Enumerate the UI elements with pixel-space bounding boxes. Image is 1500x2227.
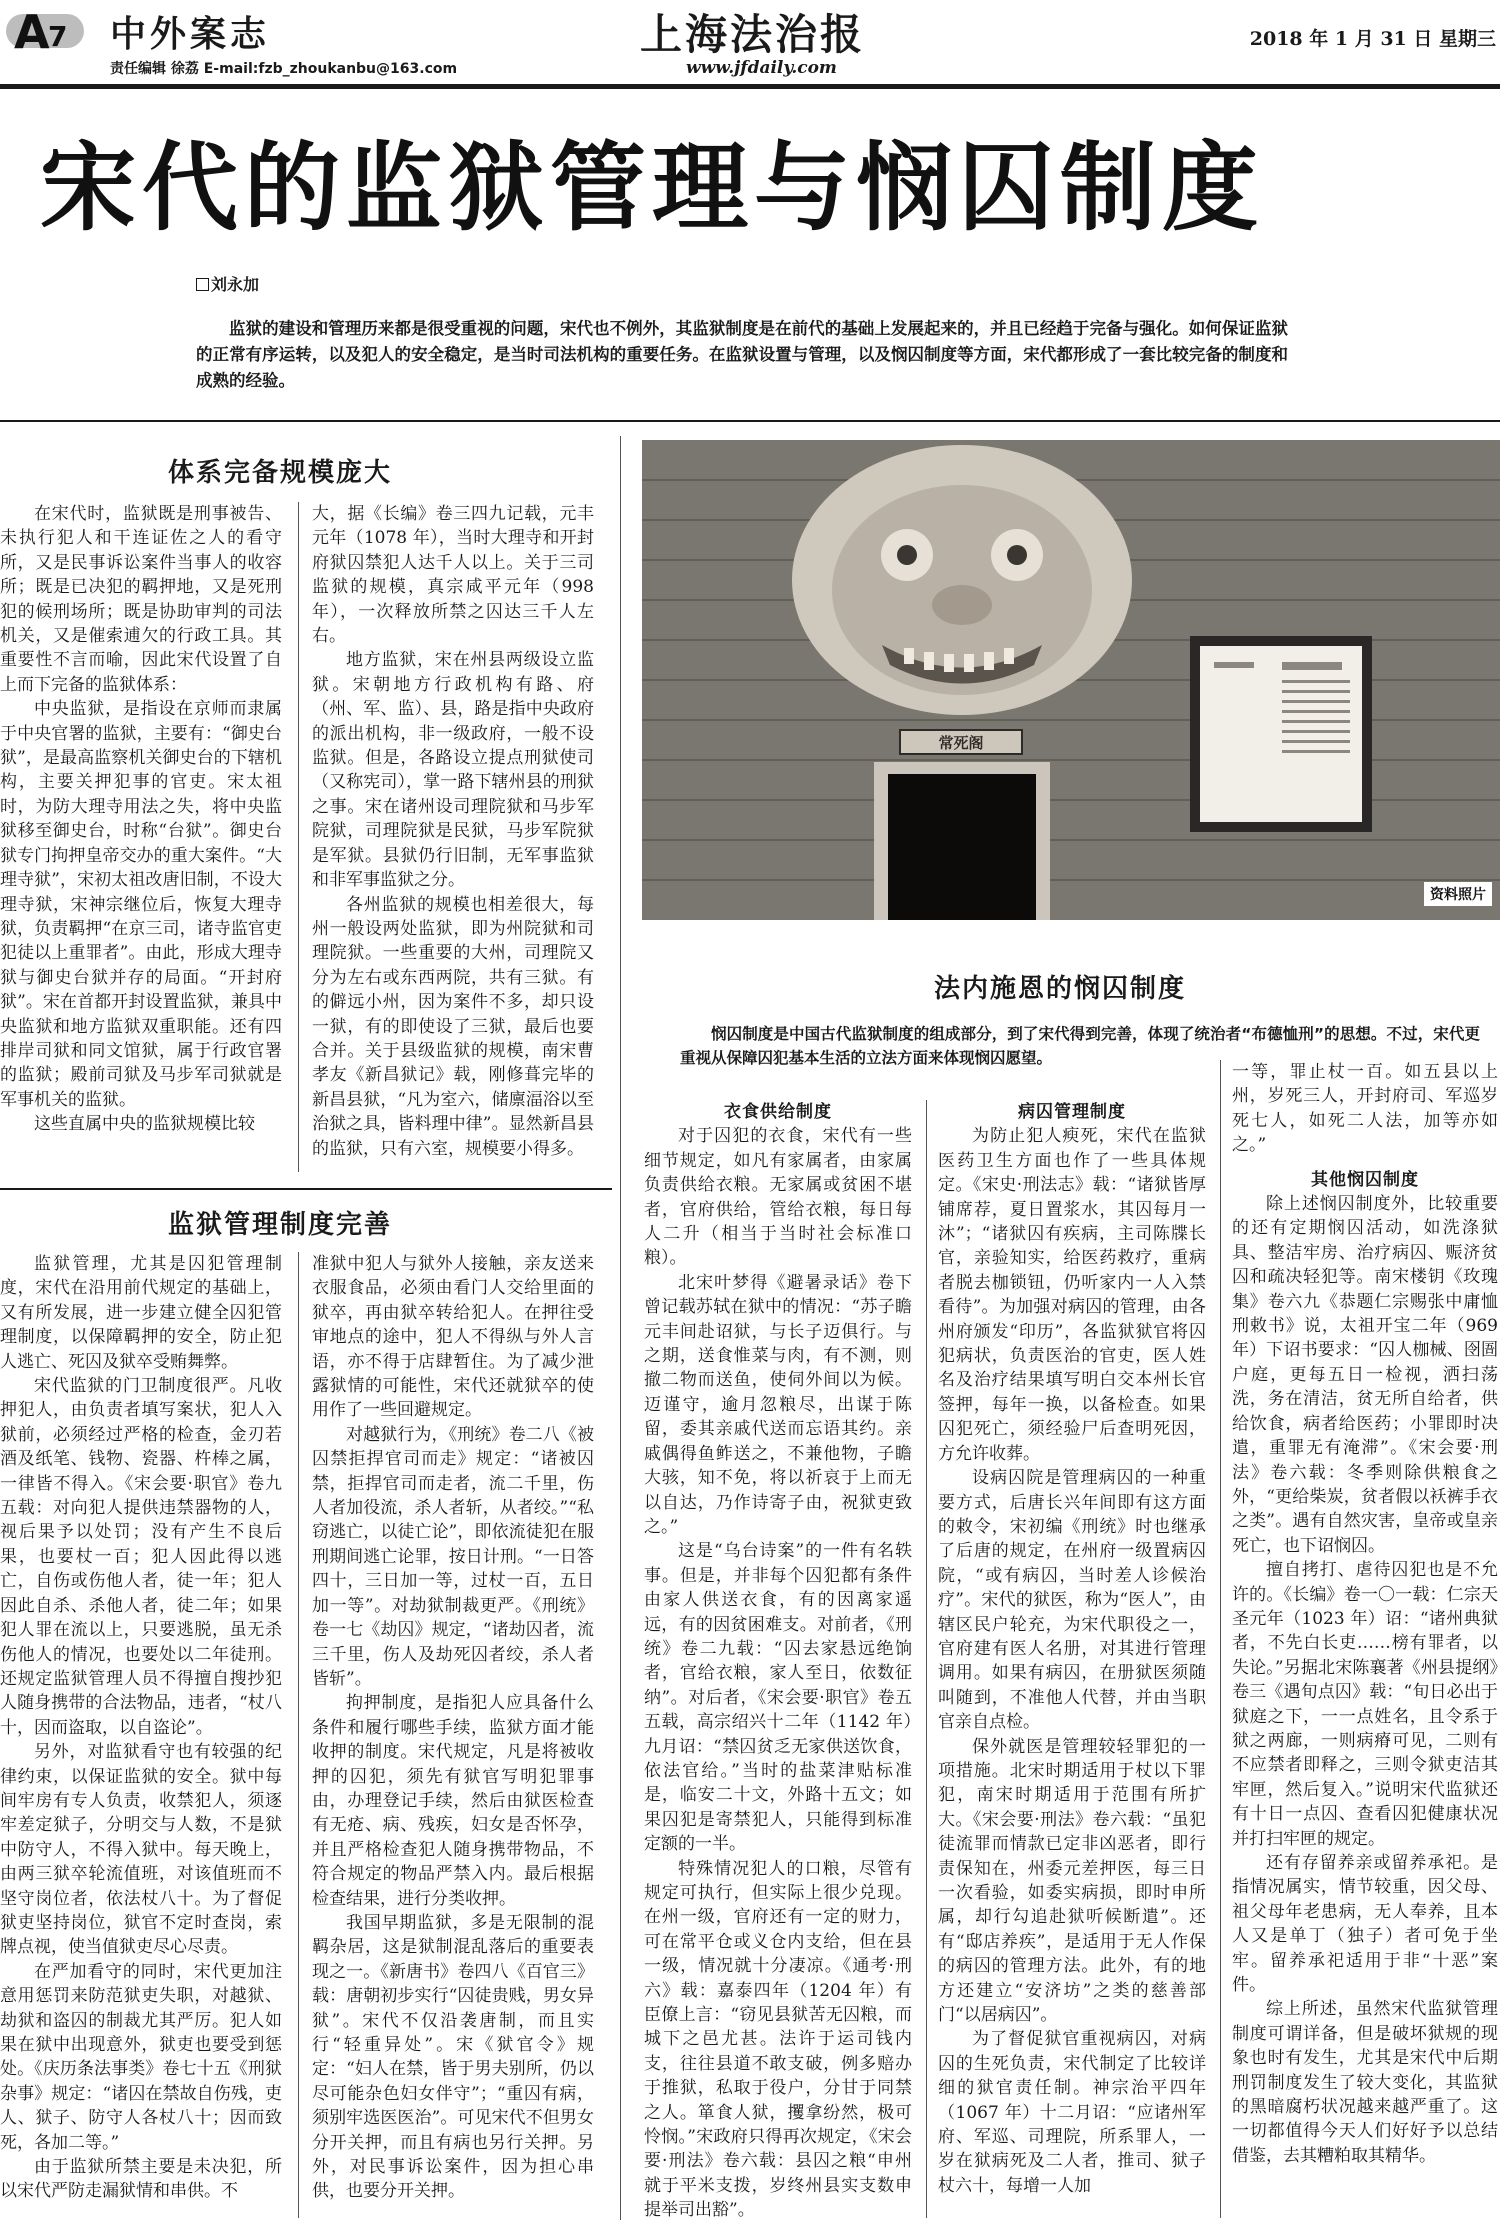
section2-col1 — [0, 1252, 282, 2220]
section3-col3-para: 除上述悯囚制度外，比较重要的还有定期悯囚活动，如洗涤狱具、整洁牢房、治疗病囚、赈济贫囚和疏决轻犯等。南宋楼钥《玫瑰集》卷六九《恭题仁宗赐张中庸恤刑敕书》说，太祖开宝二年（969 年）下诏书要求：“囚人枷械、囹圄户庭，更每五日一检视，洒扫荡洗，务在清洁，贫无所自给者，供给饮食，病者给医药；小罪即时决遣，重罪无有淹滞”。《宋会要·刑法》卷六载：冬季则除供粮食之外，“更给柴炭，贫者假以袄裤手衣之类”。遇有自然灾害，皇帝或皇亲死亡，也下诏悯囚。 — [1232, 1194, 1498, 1556]
page-badge — [6, 4, 84, 62]
section1-col2 — [312, 502, 594, 1184]
section3-col1-para: 北宋叶梦得《避暑录话》卷下曾记载苏轼在狱中的情况：“苏子瞻元丰间赴诏狱，与长子迈俱行。与之期，送食惟菜与肉，有不测，则撤二物而送鱼，使伺外间以为候。迈谨守，逾月忽粮尽，出谋于陈留，委其亲戚代送而忘语其约。亲戚偶得鱼鲊送之，不兼他物，子瞻大骇，知不免，将以祈哀于上而无以自达，乃作诗寄子由，祝狱吏致之。” — [644, 1272, 912, 1537]
section3-col2-para: 为了督促狱官重视病囚，对病囚的生死负责，宋代制定了比较详细的狱官责任制。神宗治平四年（1067 年）十二月诏：“应诸州军府、军巡、司理院，所系罪人，一岁在狱病死及二人者，推司、狱子杖六十，每增一人加 — [938, 2029, 1206, 2196]
headline: 宋代的监狱管理与悯囚制度 — [40, 132, 1264, 244]
section3-col1-para: 特殊情况犯人的口粮，尽管有规定可执行，但实际上很少兑现。在州一级，官府还有一定的财力，可在常平仓或义仓内支给，但在县一级，情况就十分凄凉。《通考·刑六》载：嘉泰四年（1204 年）有臣僚上言：“窃见县狱苦无囚粮，而城下之邑尤甚。法许于运司钱内支，往往县道不敢支破，例多赔办于推狱，私取于役户，分甘于同禁之人。箪食人狱，攫拿纷然，极可怜悯。”宋政府只得再次规定，《宋会要·刑法》卷六载：县囚之粮“申州就于平米支拨，岁终州县实支数申提举司出豁”。 — [644, 1858, 912, 2220]
section3-heading: 法内施恩的悯囚制度 — [934, 974, 1187, 1004]
column-divider — [926, 1100, 927, 2218]
section2-col2-para: 拘押制度，是指犯人应具备什么条件和履行哪些手续，监狱方面才能收押的制度。宋代规定，凡是将被收押的囚犯，须先有狱官写明犯罪事由，办理登记手续，然后由狱医检查有无疮、病、残疾，妇女是否怀孕，并且严格检查犯人随身携带物品，不符合规定的物品严禁入内。最后根据检查结果，进行分类收押。 — [312, 1693, 594, 1909]
section3-col2 — [938, 1100, 1206, 2220]
section-title: 中外案志 — [110, 14, 271, 55]
section3-col1-para: 对于囚犯的衣食，宋代有一些细节规定，如凡有家属者，由家属负责供给衣粮。无家属或贫困不堪者，官府供给，管给衣粮，每日每人二升（相当于当时社会标准口粮）。 — [644, 1126, 912, 1269]
door-plaque: 常死阁 — [938, 734, 984, 752]
paper-name: 上海法治报 — [640, 10, 866, 59]
section1-col1 — [0, 502, 282, 1184]
column-divider — [298, 502, 299, 1172]
section3-col3-para: 一等，罪止杖一百。如五县以上州，岁死三人，开封府司、军巡岁死七人，如死二人法，加等亦如之。” — [1232, 1062, 1498, 1156]
editor-line: 责任编辑 徐荔 E-mail:fzb_zhoukanbu@163.com — [110, 61, 458, 77]
section2-heading: 监狱管理制度完善 — [168, 1210, 393, 1240]
section1-heading: 体系完备规模庞大 — [168, 458, 393, 488]
section2-col1-para: 在严加看守的同时，宋代更加注意用惩罚来防范狱吏失职，对越狱、劫狱和盗囚的制裁尤其严厉。犯人如果在狱中出现意外，狱吏也要受到惩处。《庆历条法事类》卷七十五《刑狱杂事》规定：“诸囚在禁故自伤残，吏人、狱子、防守人各杖八十；因而致死，各加二等。” — [0, 1961, 282, 2153]
article-lead: 监狱的建设和管理历来都是很受重视的问题，宋代也不例外，其监狱制度是在前代的基础上发展起来的，并且已经趋于完备与强化。如何保证监狱的正常有序运转，以及犯人的安全稳定，是当时司法机构的重要任务。在监狱设置与管理，以及悯囚制度等方面，宋代都形成了一套比较完备的制度和成熟的经验。 — [196, 319, 1288, 390]
section3-col2-para: 设病囚院是管理病囚的一种重要方式，后唐长兴年间即有这方面的敕令，宋初编《刑统》时也继承了后唐的规定，在州府一级置病囚院，“或有病囚，当时差人诊候治疗”。宋代的狱医，称为“医人”，由辖区民户轮充，为宋代职役之一，官府建有医人名册，对其进行管理调用。如果有病囚，在册狱医须随叫随到，不准他人代替，并由当职官亲自点检。 — [938, 1468, 1206, 1733]
section3-col2-heading: 病囚管理制度 — [1018, 1102, 1126, 1122]
masthead-rule — [0, 84, 1500, 89]
section2-col2-para: 对越狱行为，《刑统》卷二八《被囚禁拒捍官司而走》规定：“诸被囚禁，拒捍官司而走者，流二千里，伤人者加役流，杀人者斩，从者绞。”“私窃逃亡，以徒亡论”，即依流徒犯在服刑期间逃亡论罪，按日计刑。“一日答四十，三日加一等，过杖一百，五日加一等”。对劫狱制裁更严。《刑统》卷一七《劫囚》规定，“诸劫囚者，流三千里，伤人及劫死囚者绞，杀人者皆斩”。 — [312, 1424, 594, 1689]
byline — [196, 272, 259, 295]
section1-col2-para: 各州监狱的规模也相差很大，每州一般设两处监狱，即为州院狱和司理院狱。一些重要的大州，司理院又分为左右或东西两院，共有三狱。有的僻远小州，因为案件不多，却只设一狱，有的即使设了三狱，最后也要合并。关于县级监狱的规模，南宋曹孝友《新昌狱记》载，刚修葺完毕的新昌县狱，“凡为室六，储廪湢浴以至治狱之具，皆料理中律”。显然新昌县的监狱，只有六室，规模要小得多。 — [312, 894, 594, 1159]
section3-col3-para: 还有存留养亲或留养承祀。是指情况属实，情节较重，因父母、祖父母年老患病，无人奉养，且本人又是单丁（独子）者可免于坐牢。留养承祀适用于非“十恶”案件。 — [1232, 1853, 1498, 1996]
section1-col1-para: 中央监狱，是指设在京师而隶属于中央官署的监狱，主要有：“御史台狱”，是最高监察机关御史台的下辖机构，主要关押犯事的官吏。宋太祖时，为防大理寺用法之失，将中央监狱移至御史台，时称“台狱”。御史台狱专门拘押皇帝交办的重大案件。“大理寺狱”，宋初太祖改唐旧制，不设大理寺狱，宋神宗继位后，恢复大理寺狱，负责羁押“在京三司，诸寺监官吏犯徒以上重罪者”。由此，形成大理寺狱与御史台狱并存的局面。“开封府狱”。宋在首都开封设置监狱，兼具中央监狱和地方监狱双重职能。还有四排岸司狱和同文馆狱，属于行政官署的监狱；殿前司狱及马步军司狱就是军事机关的监狱。 — [0, 699, 282, 1110]
issue-date: 2018 年 1 月 31 日 星期三 — [1249, 28, 1496, 50]
column-divider — [298, 1252, 299, 2218]
section1-col1-para: 这些直属中央的监狱规模比较 — [34, 1114, 255, 1135]
section2-col1-para: 监狱管理，尤其是囚犯管理制度，宋代在沿用前代规定的基础上，又有所发展，进一步建立健全囚犯管理制度，以保障羁押的安全，防止犯人逃亡、死囚及狱卒受贿舞弊。 — [0, 1254, 282, 1372]
section3-col3-para: 综上所述，虽然宋代监狱管理制度可谓详备，但是破坏狱规的现象也时有发生，尤其是宋代中后期刑罚制度发生了较大变化，其监狱的黑暗腐朽状况越来越严重了。这一切都值得今天人们好好予以总结借鉴，去其糟粕取其精华。 — [1232, 1999, 1498, 2166]
section2-col2-para: 我国早期监狱，多是无限制的混羁杂居，这是狱制混乱落后的重要表现之一。《新唐书》卷四八《百官三》载：唐朝初步实行“囚徒贵贱，男女异狱”。宋代不仅沿袭唐制，而且实行“轻重异处”。宋《狱官令》规定：“妇人在禁，皆于男夫别所，仍以尽可能杂色妇女伴守”；“重囚有病，须别牢选医医治”。可见宋代不但男女分开关押，而且有病也另行关押。另外，对民事诉讼案件，因为担心串供，也要分开关押。 — [312, 1912, 594, 2202]
paper-url: www.jfdaily.com — [686, 58, 837, 78]
photo-illustration — [642, 440, 1500, 920]
column-divider — [1220, 1060, 1221, 2218]
section1-col2-para: 地方监狱，宋在州县两级设立监狱。宋朝地方行政机构有路、府（州、军、监）、县，路是指中央政府的派出机构，非一级政府，一般不设监狱。但是，各路设立提点刑狱使司（又称宪司），掌一路下辖州县的刑狱之事。宋在诸州设司理院狱和马步军院狱，司理院狱是民狱，马步军院狱是军狱。县狱仍行旧制，无军事监狱和非军事监狱之分。 — [312, 650, 594, 891]
photo-label: 资料照片 — [1424, 882, 1492, 906]
section3-col3-heading: 其他悯囚制度 — [1311, 1169, 1419, 1190]
section2-col2 — [312, 1252, 594, 2220]
lead-rule — [0, 420, 1500, 422]
section2-col2-para: 准狱中犯人与狱外人接触，亲友送来衣服食品，必须由看门人交给里面的狱卒，再由狱卒转给犯人。在押往受审地点的途中，犯人不得纵与外人言语，亦不得于店肆暂住。为了减少泄露狱情的可能性，宋代还就狱卒的使用作了一些回避规定。 — [312, 1254, 594, 1421]
byline-box-icon — [196, 278, 209, 291]
section1-col2-para: 大，据《长编》卷三四九记载，元丰元年（1078 年），当时大理寺和开封府狱囚禁犯人达千人以上。关于三司监狱的规模，真宗咸平元年（998 年），一次释放所禁之囚达三千人左右。 — [312, 504, 594, 647]
section3-col1-heading: 衣食供给制度 — [724, 1102, 832, 1122]
byline-author: 刘永加 — [211, 275, 260, 294]
section2-col1-para: 另外，对监狱看守也有较强的纪律约束，以保证监狱的安全。狱中每间牢房有专人负责，收禁犯人，须逐牢差定狱子，分明交与人数，不是狱中防守人，不得入狱中。每天晚上，由两三狱卒轮流值班，对该值班而不坚守岗位者，依法杖八十。为了督促狱吏坚持岗位，狱官不定时查岗，索牌点视，使当值狱吏尽心尽责。 — [0, 1742, 282, 1958]
main-column-divider — [620, 436, 621, 2220]
masthead — [0, 0, 1500, 84]
section3-col3-para: 擅自拷打、虐待囚犯也是不允许的。《长编》卷一〇一载：仁宗天圣元年（1023 年）诏：“诸州典狱者，不先白长吏……榜有罪者，以失论。”另据北宋陈襄著《州县提纲》卷三《遇旬点囚》载：“旬日必出于狱庭之下，一一点姓名，且令系于狱之两廊，一则病瘠可见，二则有不应禁者即释之，三则令狱吏洁其牢匣，然后复入。”说明宋代监狱还有十日一点囚、查看囚犯健康状况并打扫牢匣的规定。 — [1232, 1560, 1498, 1849]
page-number: 7 — [48, 20, 68, 53]
section3-col1 — [644, 1100, 912, 2220]
article-photo — [642, 440, 1500, 920]
page-letter: A — [14, 5, 50, 59]
section3-lead: 悯囚制度是中国古代监狱制度的组成部分，到了宋代得到完善，体现了统治者“布德恤刑”的思想。不过，宋代更重视从保障囚犯基本生活的立法方面来体现悯囚愿望。 — [680, 1025, 1480, 1067]
page-badge-graphic — [6, 4, 84, 62]
section2-col1-para: 由于监狱所禁主要是未决犯，所以宋代严防走漏狱情和串供。不 — [0, 2157, 282, 2202]
section3-col2-para: 保外就医是管理较轻罪犯的一项措施。北宋时期适用于杖以下罪犯，南宋时期适用于范围有所扩大。《宋会要·刑法》卷六载：“虽犯徒流罪而情款已定非凶恶者，即行责保知在，州委元差押医，每三日一次看验，如委实病损，即时申所属，却行勾追赴狱听候断遣”。还有“邸店养疾”，是适用于无人作保的病囚的管理方法。此外，有的地方还建立“安济坊”之类的慈善部门“以居病囚”。 — [938, 1736, 1206, 2026]
section-rule — [0, 1188, 612, 1190]
section1-col1-para: 在宋代时，监狱既是刑事被告、未执行犯人和干连证佐之人的看守所，又是民事诉讼案件当事人的收容所；既是已决犯的羁押地，又是死刑犯的候刑场所；既是协助审判的司法机关，又是催索逋欠的行政工具。其重要性不言而喻，因此宋代设置了自上而下完备的监狱体系： — [0, 504, 282, 695]
section2-col1-para: 宋代监狱的门卫制度很严。凡收押犯人，由负责者填写案状，犯人入狱前，必须经过严格的检查，金刃若酒及纸笔、钱物、瓷器、杵棒之属，一律皆不得入。《宋会要·职官》卷九五载：对向犯人提供违禁器物的人，视后果予以处罚；没有产生不良后果，也要杖一百；犯人因此得以逃亡，自伤或伤他人者，徒一年；犯人因此自杀、杀他人者，徒二年；如果犯人罪在流以上，只要逃脱，虽无杀伤他人的情况，也要处以二年徒刑。还规定监狱管理人员不得擅自搜抄犯人随身携带的合法物品，违者，“杖八十，因而盗取，以自盗论”。 — [0, 1376, 282, 1738]
section3-col2-para: 为防止犯人瘐死，宋代在监狱医药卫生方面也作了一些具体规定。《宋史·刑法志》载：“诸狱皆厚铺席荐，夏日置浆水，其囚每月一沐”；“诸狱囚有疾病，主司陈牒长官，亲验知实，给医药救疗，重病者脱去枷锁钮，仍听家内一人入禁看待”。为加强对病囚的管理，由各州府颁发“印历”，各监狱狱官将囚犯病状，负责医治的官吏，医人姓名及治疗结果填写明白交本州长官签押，每年一换，以备检查。如果囚犯死亡，须经验尸后查明死因，方允许收葬。 — [938, 1126, 1206, 1464]
section3-col1-para: 这是“乌台诗案”的一件有名轶事。但是，并非每个囚犯都有条件由家人供送衣食，有的因离家遥远，有的因贫困难支。对前者，《刑统》卷二九载：“囚去家悬远绝饷者，官给衣粮，家人至日，依数征纳”。对后者，《宋会要·职官》卷五五载，高宗绍兴十二年（1142 年）九月诏：“禁囚贫乏无家供送饮食，依法官给。”当时的盐菜津贴标准是，临安二十文，外路十五文；如果囚犯是寄禁犯人，只能得到标准定额的一半。 — [644, 1541, 912, 1855]
section3-col3 — [1232, 1060, 1498, 2220]
